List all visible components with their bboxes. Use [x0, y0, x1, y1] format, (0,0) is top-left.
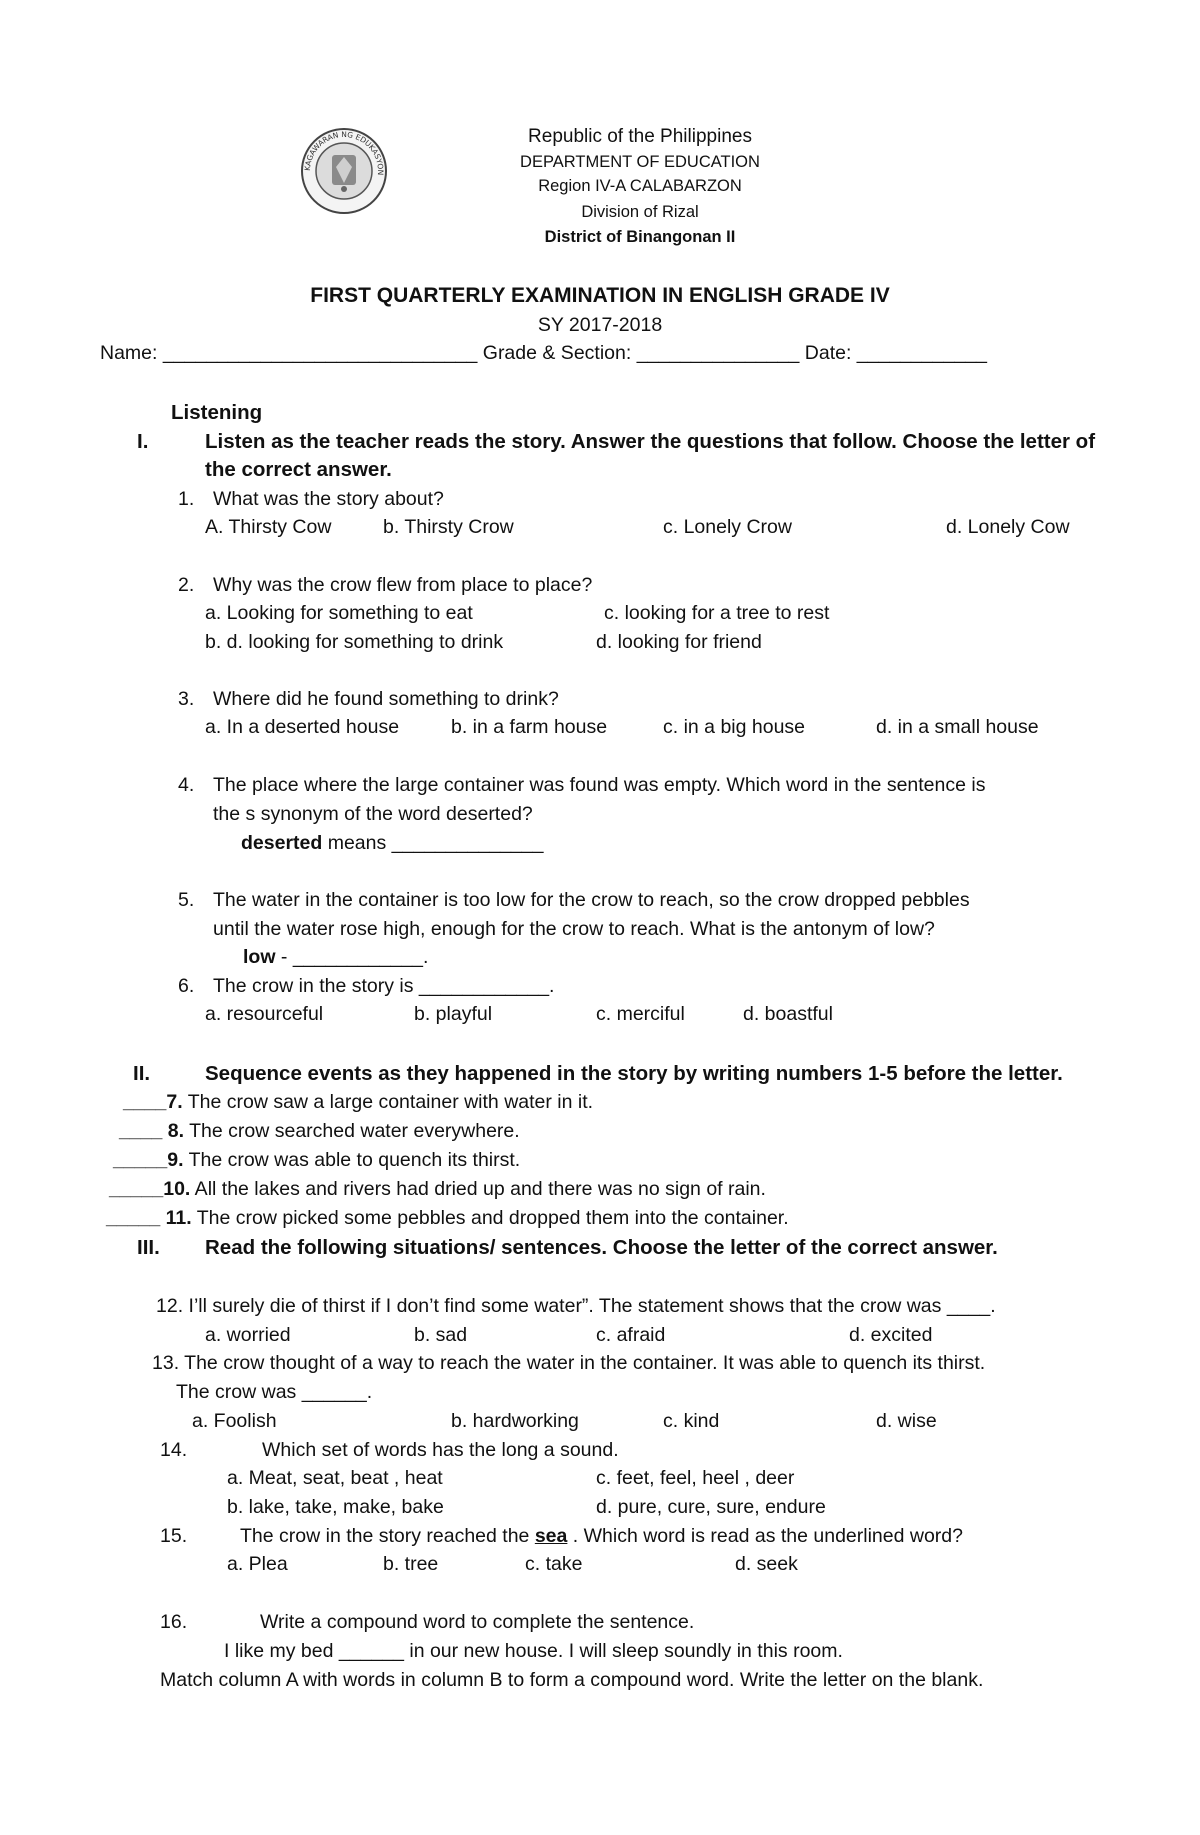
sequence-blank: _____9. [113, 1149, 184, 1171]
q15-choice-c: c. take [525, 1553, 583, 1575]
q6-choice-c: c. merciful [596, 1003, 685, 1025]
part1-numeral: I. [137, 430, 149, 453]
q5-answer-blank: - ____________. [275, 946, 429, 968]
match-instruction: Match column A with words in column B to form a compound word. Write the letter on the blank. [160, 1669, 984, 1691]
q13-choice-d: d. wise [876, 1410, 937, 1432]
q6-text: The crow in the story is ____________. [213, 975, 555, 997]
student-info-line: Name: _____________________________ Grade & Section: _______________ Date: ____________ [100, 342, 987, 364]
q4-keyword: deserted [241, 832, 323, 854]
q13-choice-a: a. Foolish [192, 1410, 277, 1432]
header-republic: Republic of the Philippines [528, 126, 752, 147]
sequence-text: The crow picked some pebbles and dropped them into the container. [191, 1207, 789, 1229]
sequence-item-8 [119, 1120, 520, 1142]
part3-instruction: Read the following situations/ sentences. Choose the letter of the correct answer. [205, 1236, 998, 1259]
q16-number: 16. [160, 1611, 188, 1633]
q3-choice-a: a. In a deserted house [205, 716, 400, 738]
q6-number: 6. [178, 975, 195, 997]
seal-text: KAGAWARAN NG EDUKASYON [302, 129, 386, 176]
q4-text: The place where the large container was found was empty. Which word in the sentence is [213, 774, 986, 796]
q15-choice-d: d. seek [735, 1553, 798, 1575]
sequence-blank: _____ 11. [106, 1207, 192, 1229]
q6-choice-b: b. playful [414, 1003, 493, 1025]
sequence-blank: ____7. [123, 1091, 183, 1113]
sequence-item-7 [123, 1091, 593, 1113]
part1-instruction-cont: the correct answer. [205, 458, 392, 481]
q5-text: The water in the container is too low for the crow to reach, so the crow dropped pebbles [213, 889, 970, 911]
sequence-blank: _____10. [109, 1178, 191, 1200]
sequence-text: The crow saw a large container with water in it. [182, 1091, 594, 1113]
q14-choice-a: a. Meat, seat, beat , heat [227, 1467, 443, 1489]
q1-number: 1. [178, 488, 195, 510]
q5-text-cont: until the water rose high, enough for the crow to reach. What is the antonym of low? [213, 918, 935, 940]
sequence-item-10 [109, 1178, 766, 1200]
part2-numeral: II. [133, 1062, 151, 1085]
sequence-text: All the lakes and rivers had dried up and there was no sign of rain. [190, 1178, 766, 1200]
q13-text-cont: The crow was ______. [176, 1381, 373, 1403]
part1-instruction: Listen as the teacher reads the story. Answer the questions that follow. Choose the letter of [205, 430, 1096, 453]
part2-instruction: Sequence events as they happened in the story by writing numbers 1-5 before the letter. [205, 1062, 1063, 1085]
q1-text: What was the story about? [213, 488, 444, 510]
part3-numeral: III. [137, 1236, 160, 1259]
exam-title: FIRST QUARTERLY EXAMINATION IN ENGLISH GRADE IV [310, 284, 890, 307]
q13-choice-b: b. hardworking [451, 1410, 579, 1432]
q15-text-pre: The crow in the story reached the [240, 1525, 535, 1547]
q4-answer-line [241, 832, 544, 854]
q16-text: Write a compound word to complete the sentence. [260, 1611, 695, 1633]
q14-choice-b: b. lake, take, make, bake [227, 1496, 444, 1518]
q3-text: Where did he found something to drink? [213, 688, 559, 710]
q12-text: 12. I’ll surely die of thirst if I don’t find some water”. The statement shows that the crow was ____. [156, 1295, 996, 1317]
q15-number: 15. [160, 1525, 188, 1547]
q12-choice-c: c. afraid [596, 1324, 666, 1346]
q2-number: 2. [178, 574, 195, 596]
q16-sentence: I like my bed ______ in our new house. I will sleep soundly in this room. [224, 1640, 843, 1662]
q3-choice-d: d. in a small house [876, 716, 1039, 738]
q12-choice-d: d. excited [849, 1324, 933, 1346]
q2-choice-d: d. looking for friend [596, 631, 762, 653]
q6-choice-a: a. resourceful [205, 1003, 324, 1025]
q4-number: 4. [178, 774, 195, 796]
q15-text [240, 1525, 963, 1547]
q2-choice-c: c. looking for a tree to rest [604, 602, 830, 624]
header-region: Region IV-A CALABARZON [538, 177, 742, 195]
q1-choice-b: b. Thirsty Crow [383, 516, 514, 538]
q4-text-cont: the s synonym of the word deserted? [213, 803, 533, 825]
sequence-text: The crow searched water everywhere. [184, 1120, 520, 1142]
q1-choice-d: d. Lonely Cow [946, 516, 1070, 538]
q5-number: 5. [178, 889, 195, 911]
sequence-item-9 [113, 1149, 520, 1171]
q12-choice-a: a. worried [205, 1324, 291, 1346]
header-district: District of Binangonan II [544, 228, 736, 246]
q12-choice-b: b. sad [414, 1324, 468, 1346]
q15-underlined-word: sea [534, 1525, 568, 1547]
sequence-text: The crow was able to quench its thirst. [183, 1149, 521, 1171]
q15-choice-a: a. Plea [227, 1553, 288, 1575]
sequence-blank: ____ 8. [119, 1120, 185, 1142]
header-department: DEPARTMENT OF EDUCATION [520, 153, 760, 171]
q3-choice-b: b. in a farm house [451, 716, 608, 738]
q3-choice-c: c. in a big house [663, 716, 806, 738]
q3-number: 3. [178, 688, 195, 710]
header-division: Division of Rizal [581, 203, 699, 221]
q2-text: Why was the crow flew from place to place? [213, 574, 593, 596]
q14-number: 14. [160, 1439, 188, 1461]
q14-text: Which set of words has the long a sound. [262, 1439, 619, 1461]
q15-text-post: . Which word is read as the underlined word? [567, 1525, 963, 1547]
q2-choice-a: a. Looking for something to eat [205, 602, 473, 624]
q13-choice-c: c. kind [663, 1410, 720, 1432]
q1-choice-c: c. Lonely Crow [663, 516, 792, 538]
q5-answer-line [243, 946, 428, 968]
q1-choice-a: A. Thirsty Cow [205, 516, 332, 538]
sequence-item-11 [106, 1207, 789, 1229]
q14-choice-d: d. pure, cure, sure, endure [596, 1496, 826, 1518]
q15-choice-b: b. tree [383, 1553, 439, 1575]
q6-choice-d: d. boastful [743, 1003, 833, 1025]
school-year: SY 2017-2018 [537, 314, 663, 336]
q4-answer-blank: means ______________ [322, 832, 544, 854]
listening-heading: Listening [171, 401, 263, 424]
q14-choice-c: c. feet, feel, heel , deer [596, 1467, 795, 1489]
q2-choice-b: b. d. looking for something to drink [205, 631, 504, 653]
q13-text: 13. The crow thought of a way to reach the water in the container. It was able to quench its thirst. [152, 1352, 986, 1374]
q5-keyword: low [243, 946, 276, 968]
